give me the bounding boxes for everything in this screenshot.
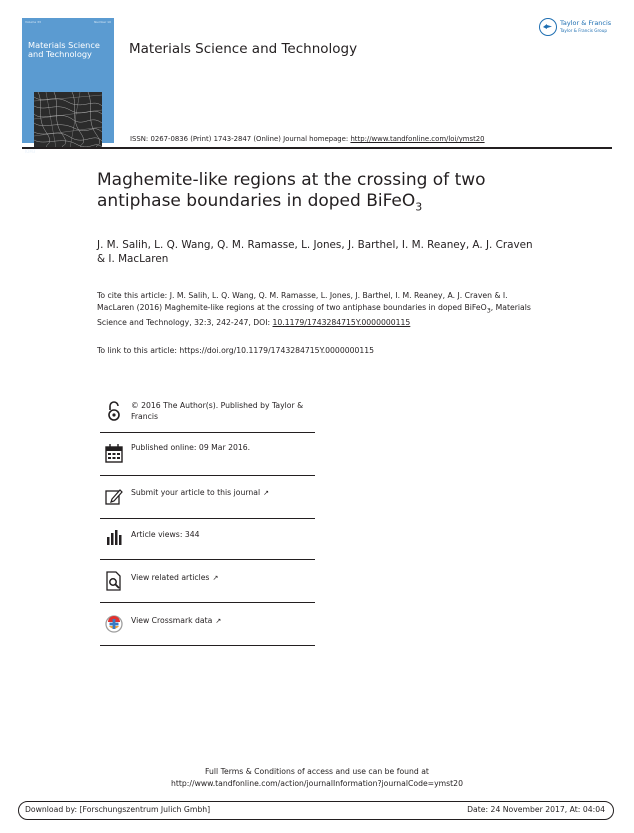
related-articles-icon (105, 570, 123, 592)
terms-link[interactable]: http://www.tandfonline.com/action/journalInformation?journalCode=ymst20 (171, 779, 463, 788)
related-text: View related articles (131, 573, 210, 582)
cover-number: Number 10 (94, 20, 111, 24)
crossmark-link[interactable] (131, 616, 321, 627)
cite-text: J. M. Salih, L. Q. Wang, Q. M. Ramasse, L. Jones, J. Barthel, I. M. Reaney, A. J. Craven & I. MacLaren (2016) Maghemite-like regions at the crossing of two antiphase boundaries in doped BiFeO (97, 291, 508, 313)
issn-text: ISSN: 0267-0836 (Print) 1743-2847 (Online) Journal homepage: (130, 135, 351, 143)
article-title (97, 170, 557, 217)
downloaded-by: Download by: [Forschungszentrum Julich Gmbh] (25, 805, 211, 814)
cite-rest: , Materials Science and Technology, 32:3, 242-247, DOI: (97, 303, 531, 327)
submit-row[interactable] (100, 482, 315, 519)
journal-homepage-link[interactable]: http://www.tandfonline.com/loi/ymst20 (350, 135, 485, 143)
article-authors: J. M. Salih, L. Q. Wang, Q. M. Ramasse, L. Jones, J. Barthel, I. M. Reaney, A. J. Craven & I. MacLaren (97, 239, 533, 265)
terms-text: Full Terms & Conditions of access and use can be found at (205, 767, 429, 776)
cover-header (25, 20, 111, 24)
journal-cover (22, 18, 114, 154)
external-link-icon: ↗ (263, 489, 269, 497)
submit-text: Submit your article to this journal (131, 488, 261, 497)
article-link-line (97, 346, 537, 355)
citation-block (97, 290, 537, 329)
header-divider (22, 147, 612, 149)
cover-fiber-image (34, 92, 102, 148)
publisher-logo-subtext: Taylor & Francis Group (560, 28, 608, 33)
cite-subscript: 3 (486, 306, 491, 315)
calendar-icon (105, 443, 123, 465)
cite-label: To cite this article: (97, 291, 170, 300)
issn-line (130, 135, 485, 143)
download-bar (18, 801, 614, 820)
open-access-icon (105, 400, 123, 422)
article-title-text: Maghemite-like regions at the crossing of two antiphase boundaries in doped BiFeO (97, 170, 486, 211)
license-text: © 2016 The Author(s). Published by Taylor & Francis (131, 401, 304, 421)
link-label: To link to this article: (97, 346, 180, 355)
published-row (100, 439, 315, 476)
views-text: Article views: 344 (131, 530, 200, 539)
download-date: Date: 24 November 2017, At: 04:04 (467, 805, 605, 814)
external-link-icon: ↗ (215, 617, 222, 625)
cover-footer: IOM3 (25, 149, 36, 154)
crossmark-icon (105, 613, 123, 635)
cover-volume: Volume 33 (25, 20, 41, 24)
views-row (100, 523, 315, 560)
cover-title: Materials Science and Technology (28, 40, 100, 59)
cite-doi-link[interactable]: 10.1179/1743284715Y.0000000115 (272, 317, 411, 327)
edit-icon (105, 486, 123, 508)
submit-link[interactable] (131, 488, 321, 499)
publisher-logo[interactable] (539, 18, 619, 38)
article-title-subscript: 3 (415, 200, 423, 214)
external-link-icon: ↗ (212, 574, 219, 582)
terms-link-line (0, 779, 634, 788)
crossmark-row[interactable] (100, 609, 315, 646)
publisher-logo-text: Taylor & Francis (560, 19, 612, 27)
bar-chart-icon (105, 527, 123, 549)
related-row[interactable] (100, 566, 315, 603)
journal-name: Materials Science and Technology (129, 41, 358, 57)
license-row (100, 396, 315, 433)
publisher-logo-icon (539, 18, 557, 36)
crossmark-text: View Crossmark data (131, 616, 213, 625)
published-text: Published online: 09 Mar 2016. (131, 443, 251, 452)
related-link[interactable] (131, 573, 321, 584)
article-doi-link[interactable]: https://doi.org/10.1179/1743284715Y.0000000115 (179, 346, 375, 355)
